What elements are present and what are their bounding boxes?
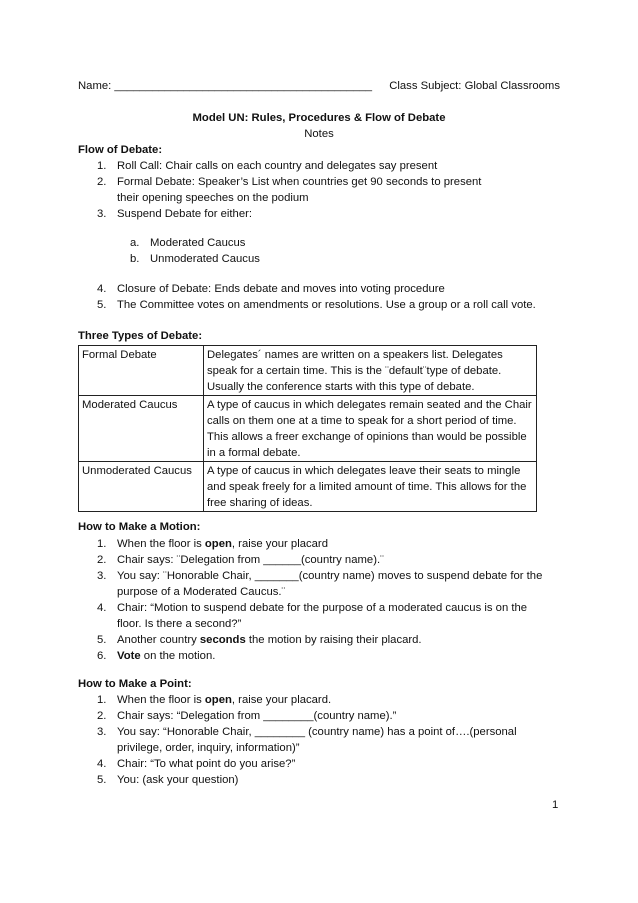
list-item: 2. Formal Debate: Speaker’s List when countries get 90 seconds to present their opening speeches on the podium — [97, 176, 482, 204]
list-item: 1. When the floor is open, raise your placard — [97, 538, 328, 550]
type-desc-cell: A type of caucus in which delegates leave their seats to mingle and speak freely for a limited amount of time. This allows for the free sharing of ideas. — [204, 462, 537, 512]
type-name-cell: Moderated Caucus — [79, 396, 204, 462]
list-item: 4. Chair: “To what point do you arise?” — [97, 758, 296, 770]
flow-sublist — [130, 235, 260, 267]
type-desc-cell: Delegates´ names are written on a speakers list. Delegates speak for a certain time. This is the ¨default¨type of debate. Usually the conference starts with this type of debate. — [204, 346, 537, 396]
list-item: 3. You say: ¨Honorable Chair, _______(country name) moves to suspend debate for the purpose of a Moderated Caucus.¨ — [97, 570, 543, 598]
table-row — [79, 346, 537, 396]
header-line — [78, 78, 560, 94]
types-heading: Three Types of Debate: — [78, 330, 203, 342]
list-item: 1. Roll Call: Chair calls on each country and delegates say present — [97, 160, 438, 172]
list-item: 5. Another country seconds the motion by raising their placard. — [97, 634, 422, 646]
page-number: 1 — [552, 799, 559, 811]
type-desc-cell: A type of caucus in which delegates remain seated and the Chair calls on them one at a time to speak for a short period of time. This allows a freer exchange of opinions than would be possible in a formal debate. — [204, 396, 537, 462]
list-item: 4. Closure of Debate: Ends debate and moves into voting procedure — [97, 283, 445, 295]
list-item: 5. You: (ask your question) — [97, 774, 239, 786]
flow-heading: Flow of Debate: — [78, 144, 163, 156]
list-item: 3. You say: “Honorable Chair, ________ (country name) has a point of….(personal privilege, order, inquiry, information)” — [97, 726, 517, 754]
point-heading: How to Make a Point: — [78, 678, 192, 690]
type-name-cell: Formal Debate — [79, 346, 204, 396]
list-item: 2. Chair says: “Delegation from ________(country name).” — [97, 710, 397, 722]
flow-list — [97, 158, 537, 222]
document-subtitle: Notes — [304, 128, 334, 140]
point-list — [97, 692, 517, 788]
debate-types-table — [78, 345, 537, 512]
table-row — [79, 462, 537, 512]
motion-list — [97, 536, 567, 664]
list-item: a. Moderated Caucus — [130, 237, 246, 249]
document-title: Model UN: Rules, Procedures & Flow of Debate — [192, 112, 446, 124]
flow-list-continued — [97, 281, 567, 313]
list-item: 1. When the floor is open, raise your placard. — [97, 694, 332, 706]
table-row — [79, 396, 537, 462]
motion-heading: How to Make a Motion: — [78, 521, 201, 533]
list-item: 3. Suspend Debate for either: — [97, 208, 253, 220]
name-field-label: Name: _________________________________________ — [78, 80, 373, 92]
list-item: 5. The Committee votes on amendments or resolutions. Use a group or a roll call vote. — [97, 299, 536, 311]
type-name-cell: Unmoderated Caucus — [79, 462, 204, 512]
class-subject-label: Class Subject: Global Classrooms — [389, 80, 560, 92]
list-item: 4. Chair: “Motion to suspend debate for the purpose of a moderated caucus is on the floor. Is there a second?” — [97, 602, 528, 630]
list-item: b. Unmoderated Caucus — [130, 253, 260, 265]
list-item: 2. Chair says: ¨Delegation from ______(country name).¨ — [97, 554, 384, 566]
list-item: 6. Vote on the motion. — [97, 650, 216, 662]
